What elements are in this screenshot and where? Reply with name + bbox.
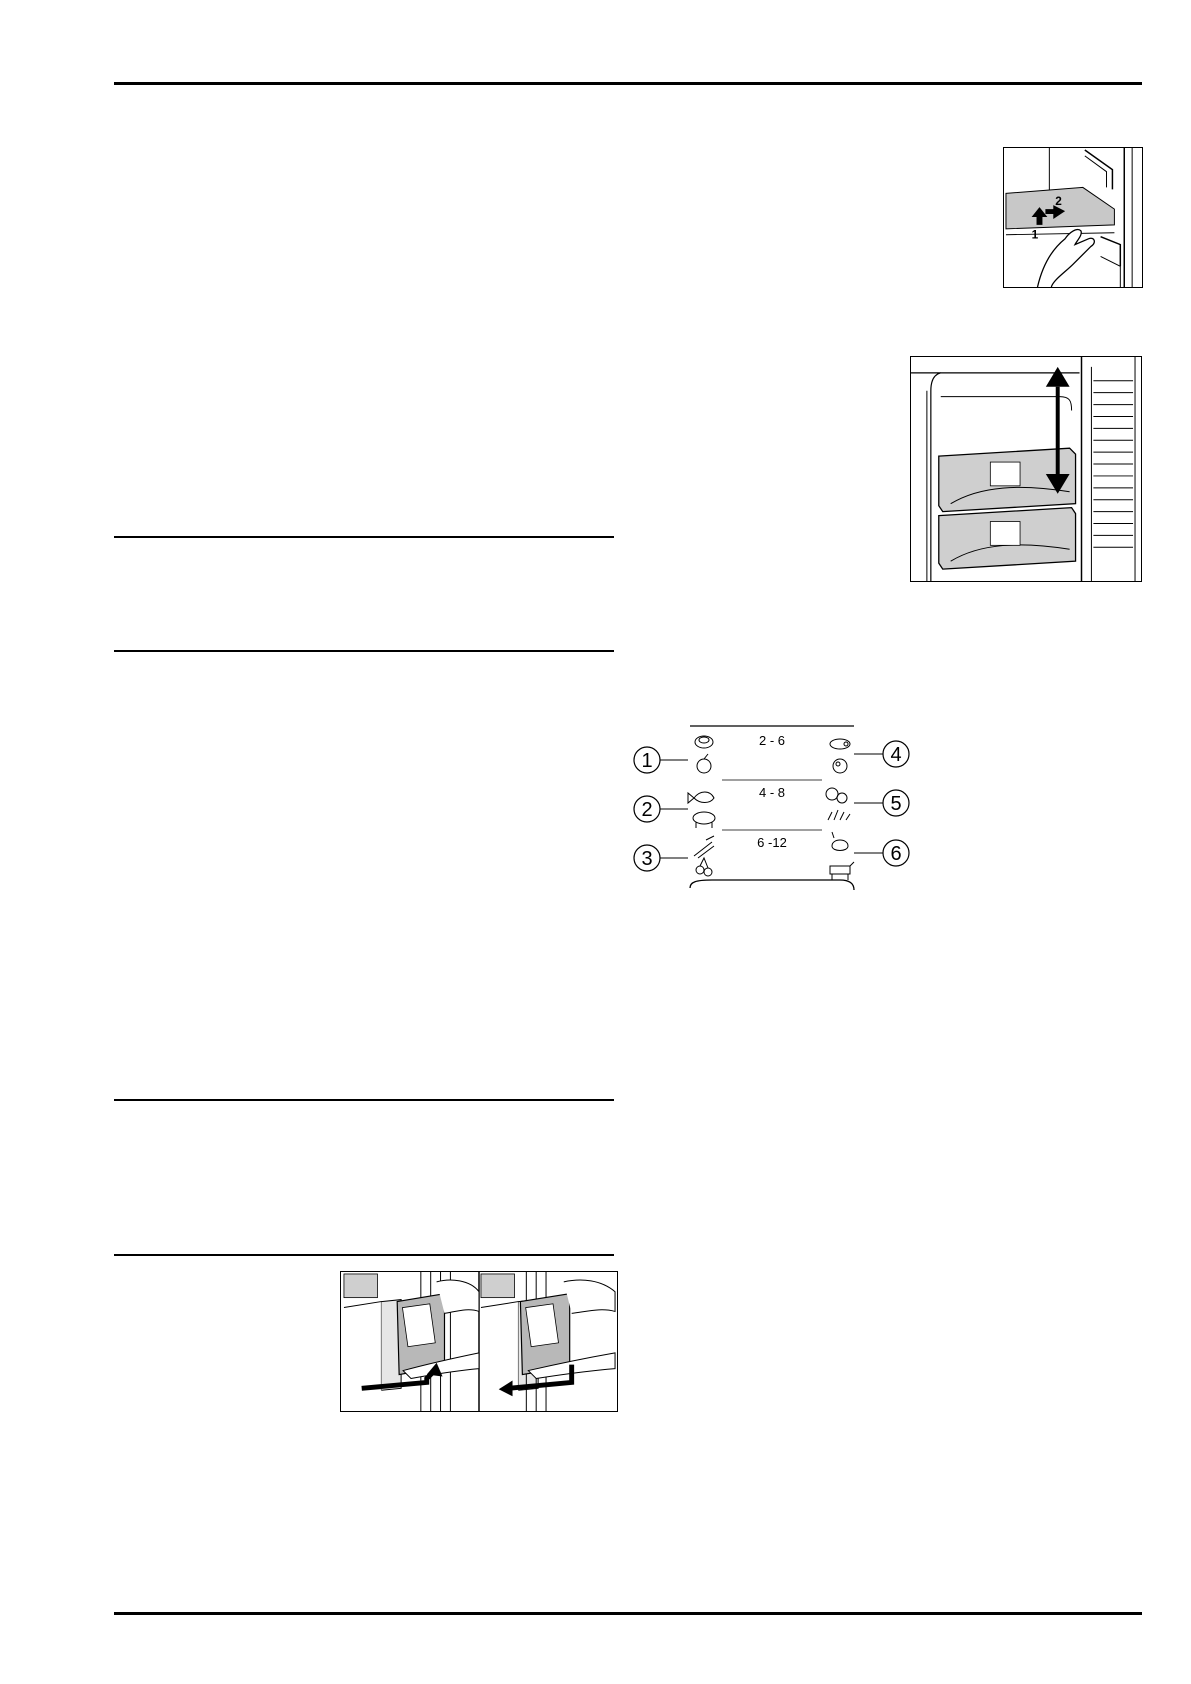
poultry-icon [832, 832, 848, 851]
freezer-calendar-illustration [632, 720, 912, 890]
cheese-icon [833, 759, 847, 773]
callout-5: 5 [890, 793, 902, 815]
cherry-icon [696, 858, 712, 876]
callout-4: 4 [890, 744, 902, 766]
shelf-step-1-label: 1 [1031, 227, 1039, 242]
ice-pack-step-1 [344, 1272, 479, 1411]
shelf-removal-illustration [1003, 147, 1143, 288]
ice-pack-illustration [340, 1271, 618, 1412]
baked-goods-icon [695, 736, 713, 748]
section-rule-1 [114, 536, 614, 538]
header-rule [114, 82, 1142, 85]
herbs-icon [828, 810, 850, 820]
period-2-6: 2 - 6 [758, 733, 786, 748]
period-6-12: 6 -12 [757, 835, 787, 850]
ice-pack-step-2 [481, 1272, 615, 1411]
shelf-step-2-label: 2 [1055, 194, 1062, 209]
footer-rule [114, 1612, 1142, 1615]
period-4-8: 4 - 8 [758, 785, 786, 800]
sausage-icon [830, 739, 850, 749]
callout-2: 2 [641, 799, 653, 821]
section-rule-3 [114, 1099, 614, 1101]
vegetable-icon [694, 836, 714, 858]
callout-1: 1 [641, 750, 653, 772]
fish-icon [688, 792, 714, 803]
callout-3: 3 [641, 848, 653, 870]
section-rule-4 [114, 1254, 614, 1256]
fruit-icon [697, 754, 711, 773]
drawer-adjustment-illustration [910, 356, 1142, 582]
callout-6: 6 [890, 843, 902, 865]
section-rule-2 [114, 650, 614, 652]
mushroom-icon [826, 788, 847, 803]
beef-icon [830, 862, 854, 880]
pork-icon [693, 812, 715, 828]
